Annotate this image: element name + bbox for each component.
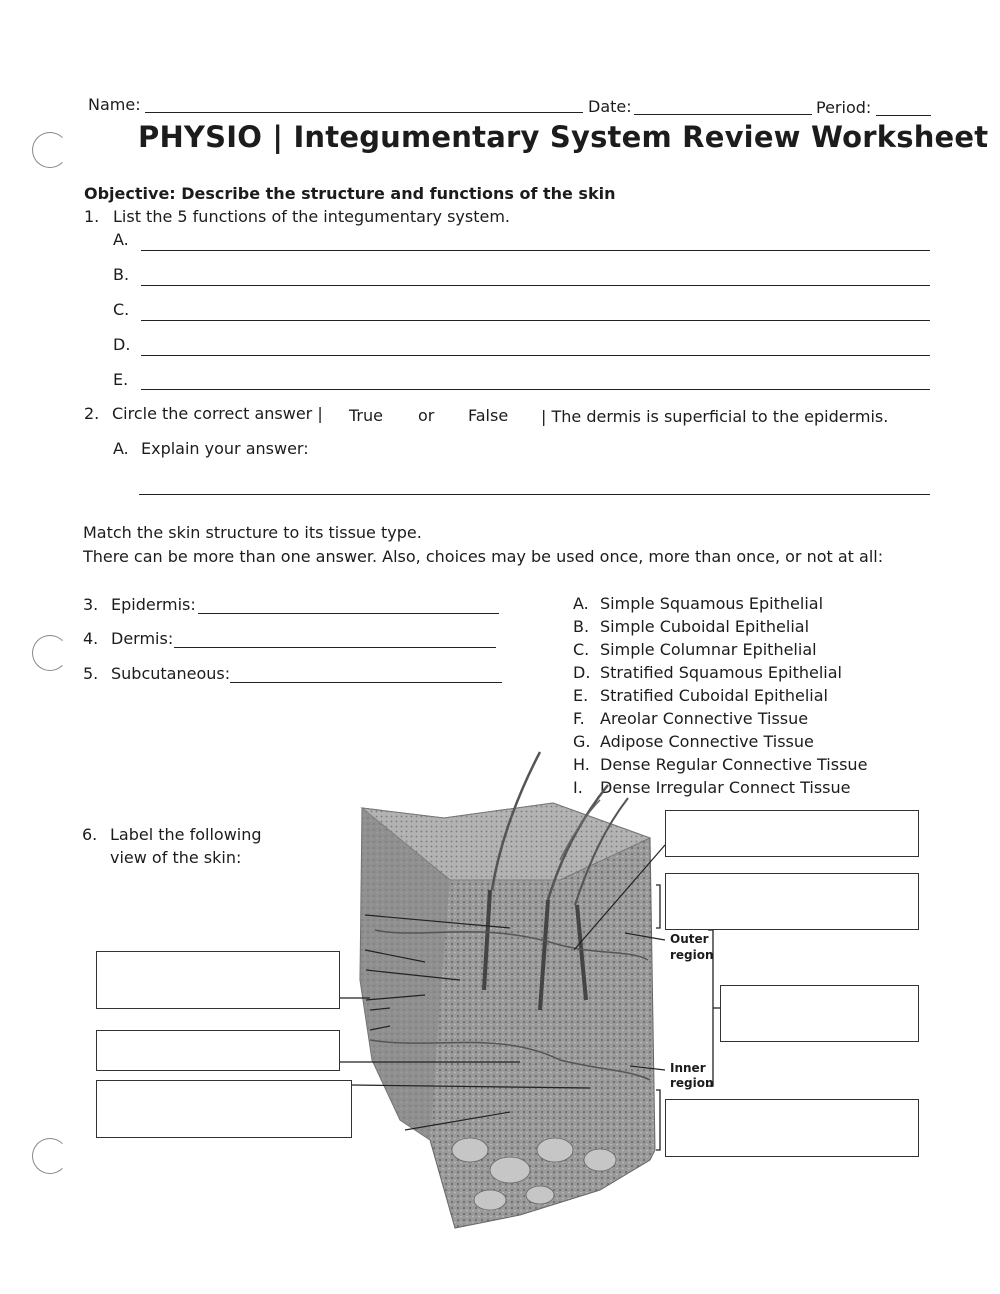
q6-number: 6. xyxy=(82,825,98,844)
label-box-right-2[interactable] xyxy=(665,873,919,930)
q1-number: 1. xyxy=(84,207,100,226)
q1-letter-d: D. xyxy=(113,335,131,354)
choice-letter-e: E. xyxy=(573,686,589,705)
choice-letter-d: D. xyxy=(573,663,591,682)
choice-text-g: Adipose Connective Tissue xyxy=(600,732,814,751)
q6-text-line2: view of the skin: xyxy=(110,848,242,867)
choice-letter-a: A. xyxy=(573,594,589,613)
name-label: Name: xyxy=(88,95,141,114)
page-title: PHYSIO | Integumentary System Review Worksheet xyxy=(138,120,989,154)
q2-sub-text: Explain your answer: xyxy=(141,439,309,458)
label-box-left-3[interactable] xyxy=(96,1080,352,1138)
q2-number: 2. xyxy=(84,404,100,423)
q5-label: Subcutaneous: xyxy=(111,664,231,683)
q3-label: Epidermis: xyxy=(111,595,196,614)
period-label: Period: xyxy=(816,98,872,117)
q2-prefix: Circle the correct answer | xyxy=(112,404,323,423)
choice-letter-g: G. xyxy=(573,732,591,751)
q1-letter-a: A. xyxy=(113,230,129,249)
choice-letter-f: F. xyxy=(573,709,585,728)
label-box-left-1[interactable] xyxy=(96,951,340,1009)
label-box-left-2[interactable] xyxy=(96,1030,340,1071)
label-box-right-1[interactable] xyxy=(665,810,919,857)
choice-letter-b: B. xyxy=(573,617,590,636)
q5-number: 5. xyxy=(83,664,99,683)
q2-sub-letter: A. xyxy=(113,439,129,458)
choice-text-d: Stratified Squamous Epithelial xyxy=(600,663,842,682)
choice-letter-i: I. xyxy=(573,778,583,797)
choice-text-f: Areolar Connective Tissue xyxy=(600,709,809,728)
choice-text-a: Simple Squamous Epithelial xyxy=(600,594,824,613)
q4-number: 4. xyxy=(83,629,99,648)
q2-option-false[interactable]: False xyxy=(468,406,509,425)
choice-letter-h: H. xyxy=(573,755,590,774)
q4-label: Dermis: xyxy=(111,629,174,648)
label-box-right-3[interactable] xyxy=(720,985,919,1042)
q2-option-true[interactable]: True xyxy=(349,406,383,425)
outer-region-label-1: Outer xyxy=(670,932,709,946)
q1-letter-c: C. xyxy=(113,300,130,319)
q1-letter-b: B. xyxy=(113,265,130,284)
choice-letter-c: C. xyxy=(573,640,590,659)
inner-region-label-2: region xyxy=(670,1076,714,1090)
date-label: Date: xyxy=(588,97,632,116)
q2-option-or: or xyxy=(418,406,435,425)
choice-text-h: Dense Regular Connective Tissue xyxy=(600,755,868,774)
inner-region-label-1: Inner xyxy=(670,1061,706,1075)
objective: Objective: Describe the structure and functions of the skin xyxy=(84,184,616,203)
choice-text-b: Simple Cuboidal Epithelial xyxy=(600,617,810,636)
q2-statement: | The dermis is superficial to the epidermis. xyxy=(541,407,889,426)
q3-number: 3. xyxy=(83,595,99,614)
q1-letter-e: E. xyxy=(113,370,129,389)
outer-region-label-2: region xyxy=(670,948,714,962)
match-instruction-1: Match the skin structure to its tissue type. xyxy=(83,523,422,542)
q1-text: List the 5 functions of the integumentary system. xyxy=(113,207,511,226)
choice-text-i: Dense Irregular Connect Tissue xyxy=(600,778,851,797)
match-instruction-2: There can be more than one answer. Also, choices may be used once, more than once, or not at all: xyxy=(83,547,884,566)
label-box-right-4[interactable] xyxy=(665,1099,919,1157)
choice-text-e: Stratified Cuboidal Epithelial xyxy=(600,686,828,705)
choice-text-c: Simple Columnar Epithelial xyxy=(600,640,817,659)
q6-text-line1: Label the following xyxy=(110,825,262,844)
